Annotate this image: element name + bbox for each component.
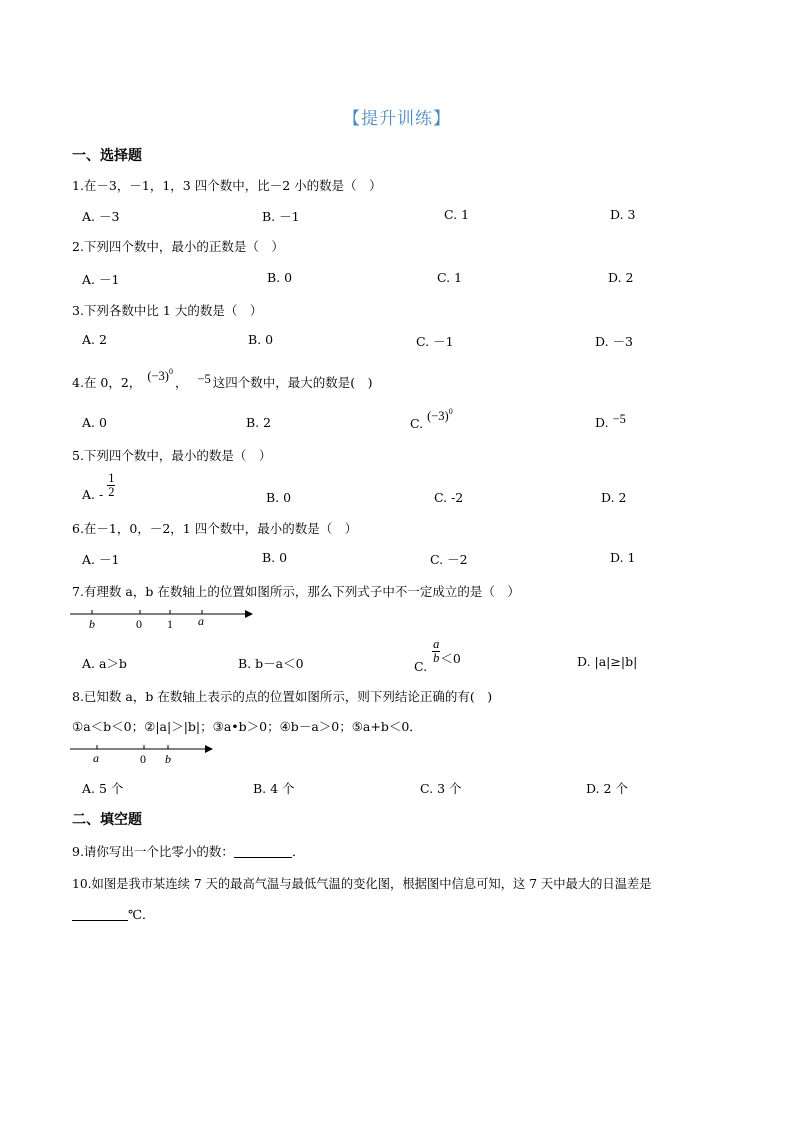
q5-option-a-prefix: A. - [82, 486, 104, 502]
q4-option-c-exponent: 0 [448, 407, 453, 416]
q5-fraction-denominator: 2 [108, 484, 115, 499]
q8-number-line [70, 741, 220, 769]
q4-option-d[interactable] [595, 412, 626, 431]
question-10-answer-line [72, 905, 154, 923]
q7-option-b[interactable]: B. b－a＜0 [238, 656, 304, 671]
q7-label-one: 1 [167, 617, 173, 631]
q5-option-a-fraction [107, 472, 115, 498]
q4-power-base: (−3) [147, 369, 169, 383]
page-title: 【提升训练】 [343, 109, 451, 129]
q2-option-c[interactable]: C. 1 [437, 270, 463, 285]
q1-option-d[interactable]: D. 3 [610, 207, 636, 222]
q3-option-c[interactable]: C. －1 [416, 334, 454, 349]
q6-option-d[interactable]: D. 1 [610, 550, 636, 565]
q2-option-d[interactable]: D. 2 [608, 270, 634, 285]
q2-option-b[interactable]: B. 0 [267, 270, 293, 285]
q7-label-b: b [89, 617, 95, 631]
q9-stem-text: 9.请你写出一个比零小的数： [72, 844, 234, 859]
question-10-stem: 10.如图是我市某连续 7 天的最高气温与最低气温的变化图，根据图中信息可知，这 7 天中最大的日温差是 [72, 877, 652, 891]
q4-option-c-label: C. [410, 416, 424, 431]
question-7-stem: 7.有理数 a，b 在数轴上的位置如图所示，那么下列式子中不一定成立的是（ ） [72, 584, 520, 599]
q4-option-a[interactable]: A. 0 [82, 415, 107, 430]
q7-label-a: a [198, 614, 204, 628]
q7-option-c-tail: ＜0 [440, 651, 461, 667]
q4-power-exponent: 0 [168, 367, 173, 376]
question-4-stem [72, 367, 373, 391]
q7-number-line [70, 604, 260, 634]
q7-option-c[interactable] [414, 637, 461, 675]
q4-option-d-label: D. [595, 415, 609, 430]
q10-answer-blank[interactable] [72, 908, 128, 921]
q3-option-d[interactable]: D. －3 [595, 334, 633, 349]
q4-option-b[interactable]: B. 2 [246, 415, 272, 430]
q8-label-a: a [93, 751, 99, 765]
q4-option-c[interactable] [410, 407, 453, 432]
q8-option-d[interactable]: D. 2 个 [586, 781, 628, 796]
q6-option-a[interactable]: A. －1 [82, 552, 120, 567]
q1-option-c[interactable]: C. 1 [444, 207, 470, 222]
q7-option-a[interactable]: A. a＞b [82, 656, 127, 671]
question-2-stem: 2.下列四个数中，最小的正数是（ ） [72, 239, 284, 254]
q7-option-d[interactable]: D. |a|≥|b| [577, 654, 638, 669]
q8-option-b[interactable]: B. 4 个 [253, 781, 295, 796]
q1-option-a[interactable]: A. －3 [82, 209, 120, 224]
q5-option-b[interactable]: B. 0 [266, 490, 292, 505]
q4-option-d-neg-five: −5 [612, 412, 626, 426]
section-heading-fill: 二、填空题 [72, 812, 142, 828]
q8-label-b: b [165, 752, 171, 766]
question-8-stem: 8.已知数 a，b 在数轴上表示的点的位置如图所示，则下列结论正确的有( ) [72, 689, 493, 704]
q1-option-b[interactable]: B. －1 [262, 209, 300, 224]
q4-stem-prefix: 4.在 0，2， [72, 375, 142, 390]
q5-option-c[interactable]: C. -2 [434, 490, 464, 505]
question-3-stem: 3.下列各数中比 1 大的数是（ ） [72, 303, 263, 318]
q4-stem-comma: ， [174, 375, 188, 390]
q5-option-a[interactable] [82, 471, 115, 502]
question-1-stem: 1.在－3，－1，1，3 四个数中，比－2 小的数是（ ） [72, 178, 382, 193]
q6-option-b[interactable]: B. 0 [262, 550, 288, 565]
q7-axis-arrow [245, 610, 253, 618]
q8-statements: ①a＜b＜0；②|a|＞|b|；③a•b＞0；④b－a＞0；⑤a+b＜0． [72, 719, 422, 734]
q8-option-c[interactable]: C. 3 个 [420, 781, 462, 796]
section-heading-choice: 一、选择题 [72, 148, 142, 164]
q6-option-c[interactable]: C. －2 [430, 552, 468, 567]
q8-label-zero: 0 [140, 752, 146, 766]
q9-answer-blank[interactable] [234, 845, 292, 858]
question-6-stem: 6.在－1，0，－2，1 四个数中，最小的数是（ ） [72, 521, 358, 536]
q4-option-c-power [427, 407, 453, 424]
q5-option-d[interactable]: D. 2 [601, 490, 627, 505]
q4-option-c-base: (−3) [427, 409, 449, 423]
q7-fraction-denominator: b [433, 651, 440, 666]
q4-stem-suffix: 这四个数中，最大的数是( ) [212, 375, 373, 390]
q4-power-expression [147, 367, 173, 384]
q9-stem-tail: ． [291, 844, 305, 859]
q5-fraction-numerator: 1 [108, 471, 115, 485]
q10-stem-tail: ℃． [128, 907, 155, 922]
q8-axis-arrow [205, 745, 213, 753]
q7-label-zero: 0 [136, 617, 142, 631]
question-9-stem [72, 842, 304, 860]
q2-option-a[interactable]: A. －1 [82, 272, 120, 287]
q4-neg-five: −5 [197, 372, 211, 386]
q7-option-c-label: C. [414, 659, 428, 675]
q7-fraction-numerator: a [433, 637, 440, 651]
question-5-stem: 5.下列四个数中，最小的数是（ ） [72, 448, 272, 463]
q3-option-b[interactable]: B. 0 [248, 332, 274, 347]
q3-option-a[interactable]: A. 2 [82, 332, 107, 347]
q8-option-a[interactable]: A. 5 个 [82, 781, 124, 796]
